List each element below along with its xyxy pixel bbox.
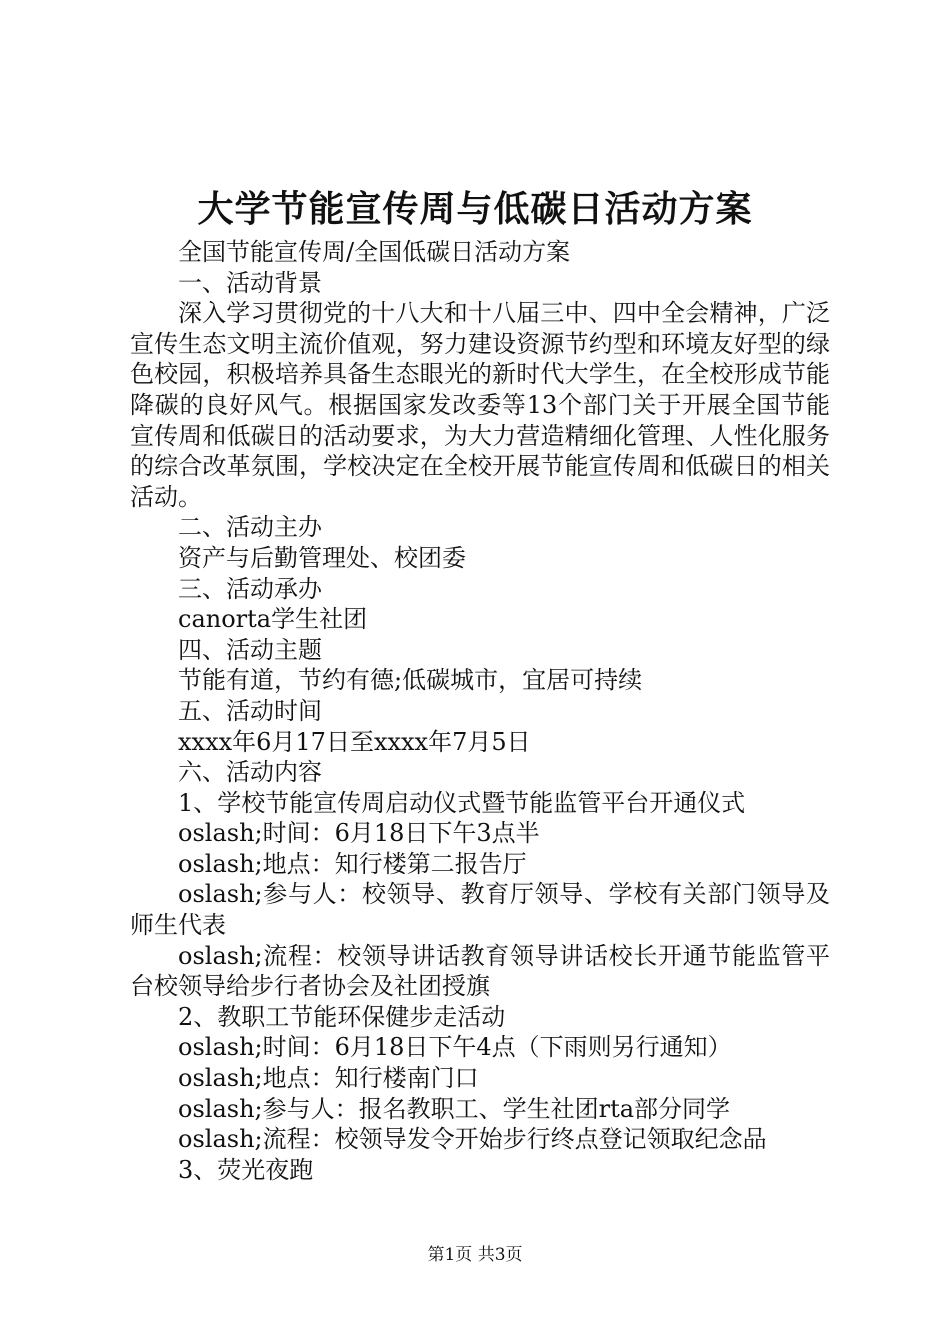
heading-theme: 四、活动主题 (178, 635, 322, 664)
item-2-process: oslash;流程：校领导发令开始步行终点登记领取纪念品 (178, 1125, 767, 1154)
item-3-title: 3、荧光夜跑 (178, 1155, 314, 1184)
item-1-time: oslash;时间：6月18日下午3点半 (178, 819, 540, 848)
heading-time: 五、活动时间 (178, 696, 322, 725)
document-title: 大学节能宣传周与低碳日活动方案 (197, 188, 753, 230)
item-1-participants: oslash;参与人：校领导、教育厅领导、学校有关部门领导及师生代表 (130, 880, 830, 940)
page-footer: 第1页 共3页 (427, 1245, 523, 1265)
item-2-time: oslash;时间：6月18日下午4点（下雨则另行通知） (178, 1033, 732, 1062)
heading-undertaker: 三、活动承办 (178, 574, 322, 603)
item-2-location: oslash;地点：知行楼南门口 (178, 1064, 479, 1093)
paragraph-background: 深入学习贯彻党的十八大和十八届三中、四中全会精神，广泛宣传生态文明主流价值观，努力建设资源节约型和环境友好型的绿色校园，积极培养具备生态眼光的新时代大学生，在全校形成节能降碳的良好风气。根据国家发改委等13个部门关于开展全国节能宣传周和低碳日的活动要求，为大力营造精细化管理、人性化服务的综合改革氛围，学校决定在全校开展节能宣传周和低碳日的相关活动。 (130, 299, 830, 511)
paragraph-theme: 节能有道，节约有德;低碳城市，宜居可持续 (178, 666, 643, 695)
paragraph-undertaker: canorta学生社团 (178, 605, 368, 634)
paragraph-organizer: 资产与后勤管理处、校团委 (178, 543, 466, 572)
heading-background: 一、活动背景 (178, 268, 322, 297)
item-1-location: oslash;地点：知行楼第二报告厅 (178, 849, 527, 878)
item-2-participants: oslash;参与人：报名教职工、学生社团rta部分同学 (178, 1094, 731, 1123)
paragraph-subtitle: 全国节能宣传周/全国低碳日活动方案 (178, 238, 571, 266)
item-1-process: oslash;流程：校领导讲话教育领导讲话校长开通节能监管平台校领导给步行者协会及社团授旗 (130, 941, 830, 1001)
item-2-title: 2、教职工节能环保健步走活动 (178, 1002, 506, 1031)
item-1-title: 1、学校节能宣传周启动仪式暨节能监管平台开通仪式 (178, 788, 746, 817)
document-body (130, 237, 830, 1185)
paragraph-time: xxxx年6月17日至xxxx年7月5日 (178, 727, 531, 756)
heading-content: 六、活动内容 (178, 758, 322, 787)
heading-organizer: 二、活动主办 (178, 513, 322, 542)
